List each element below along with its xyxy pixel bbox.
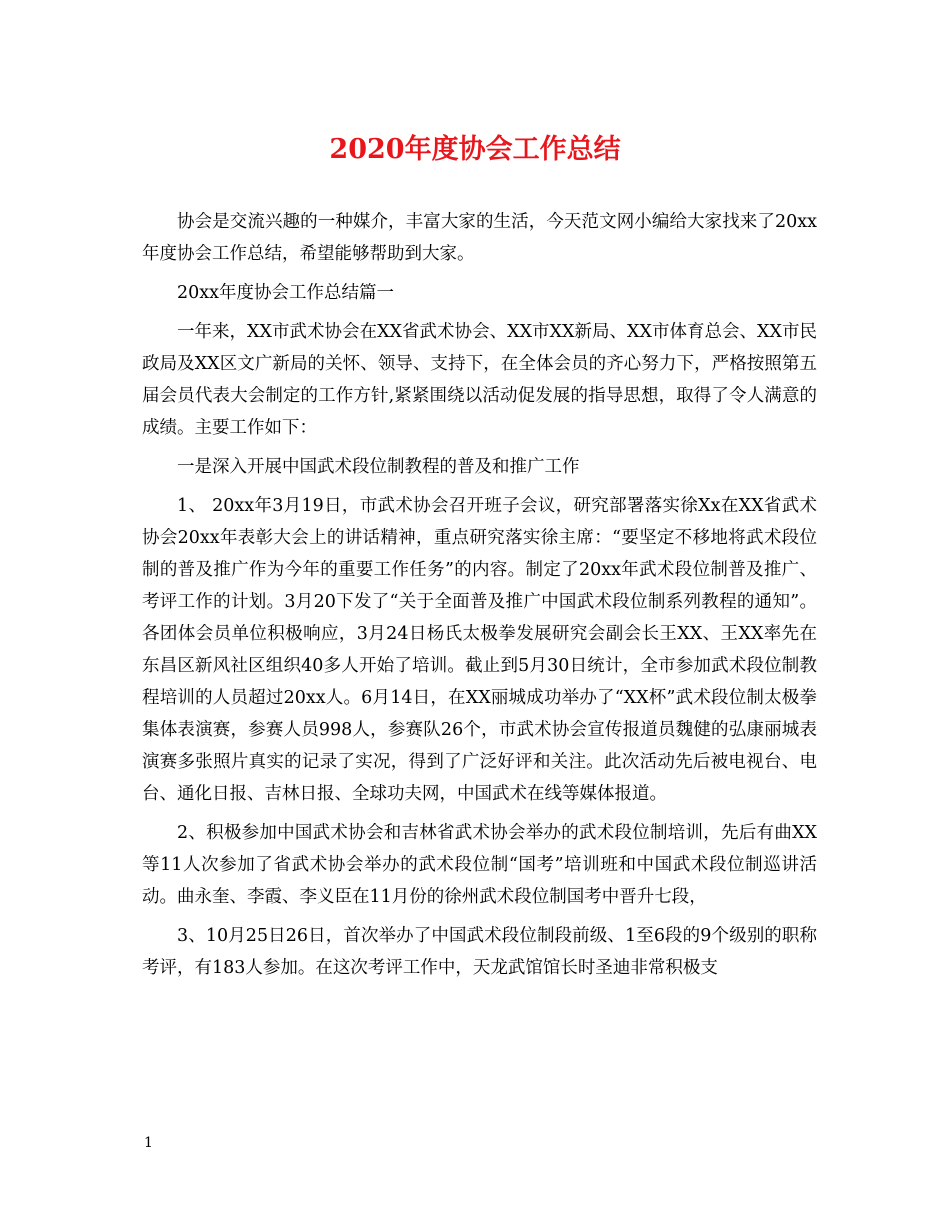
document-body: [142, 206, 817, 984]
document-title: 2020年度协会工作总结: [329, 134, 621, 165]
paragraph-intro: 协会是交流兴趣的一种媒介，丰富大家的生活，今天范文网小编给大家找来了20xx年度协会工作总结，希望能够帮助到大家。: [142, 212, 817, 264]
paragraph-item-1: 1、 20xx年3月19日，市武术协会召开班子会议，研究部署落实徐Xx在XX省武术协会20xx年表彰大会上的讲话精神，重点研究落实徐主席：“要坚定不移地将武术段位制的普及推广作为今年的重要工作任务”的内容。制定了20xx年武术段位制普及推广、考评工作的计划。3月20下发了“关于全面普及推广中国武术段位制系列教程的通知”。各团体会员单位积极响应，3月24日杨氏太极拳发展研究会副会长王XX、王XX率先在东昌区新风社区组织40多人开始了培训。截止到5月30日统计，全市参加武术段位制教程培训的人员超过20xx人。6月14日，在XX丽城成功举办了“XX杯”武术段位制太极拳集体表演赛，参赛人员998人，参赛队26个，市武术协会宣传报道员魏健的弘康丽城表演赛多张照片真实的记录了实况，得到了广泛好评和关注。此次活动先后被电视台、电台、通化日报、吉林日报、全球功夫网，中国武术在线等媒体报道。: [142, 496, 817, 804]
paragraph-item-3: 3、10月25日26日，首次举办了中国武术段位制段前级、1至6段的9个级别的职称考评，有183人参加。在这次考评工作中，天龙武馆馆长时圣迪非常积极支: [142, 926, 817, 978]
paragraph-section-heading: 20xx年度协会工作总结篇一: [177, 283, 395, 303]
paragraph-overview: 一年来，XX市武术协会在XX省武术协会、XX市XX新局、XX市体育总会、XX市民政局及XX区文广新局的关怀、领导、支持下，在全体会员的齐心努力下，严格按照第五届会员代表大会制定的工作方针,紧紧围绕以活动促发展的指导思想，取得了令人满意的成绩。主要工作如下：: [142, 322, 817, 438]
paragraph-subheading: 一是深入开展中国武术段位制教程的普及和推广工作: [177, 457, 580, 477]
paragraph-item-2: 2、积极参加中国武术协会和吉林省武术协会举办的武术段位制培训，先后有曲XX等11人次参加了省武术协会举办的武术段位制“国考”培训班和中国武术段位制巡讲活动。曲永奎、李霞、李义臣在11月份的徐州武术段位制国考中晋升七段，: [142, 823, 817, 907]
page-number: 1: [144, 1135, 153, 1151]
